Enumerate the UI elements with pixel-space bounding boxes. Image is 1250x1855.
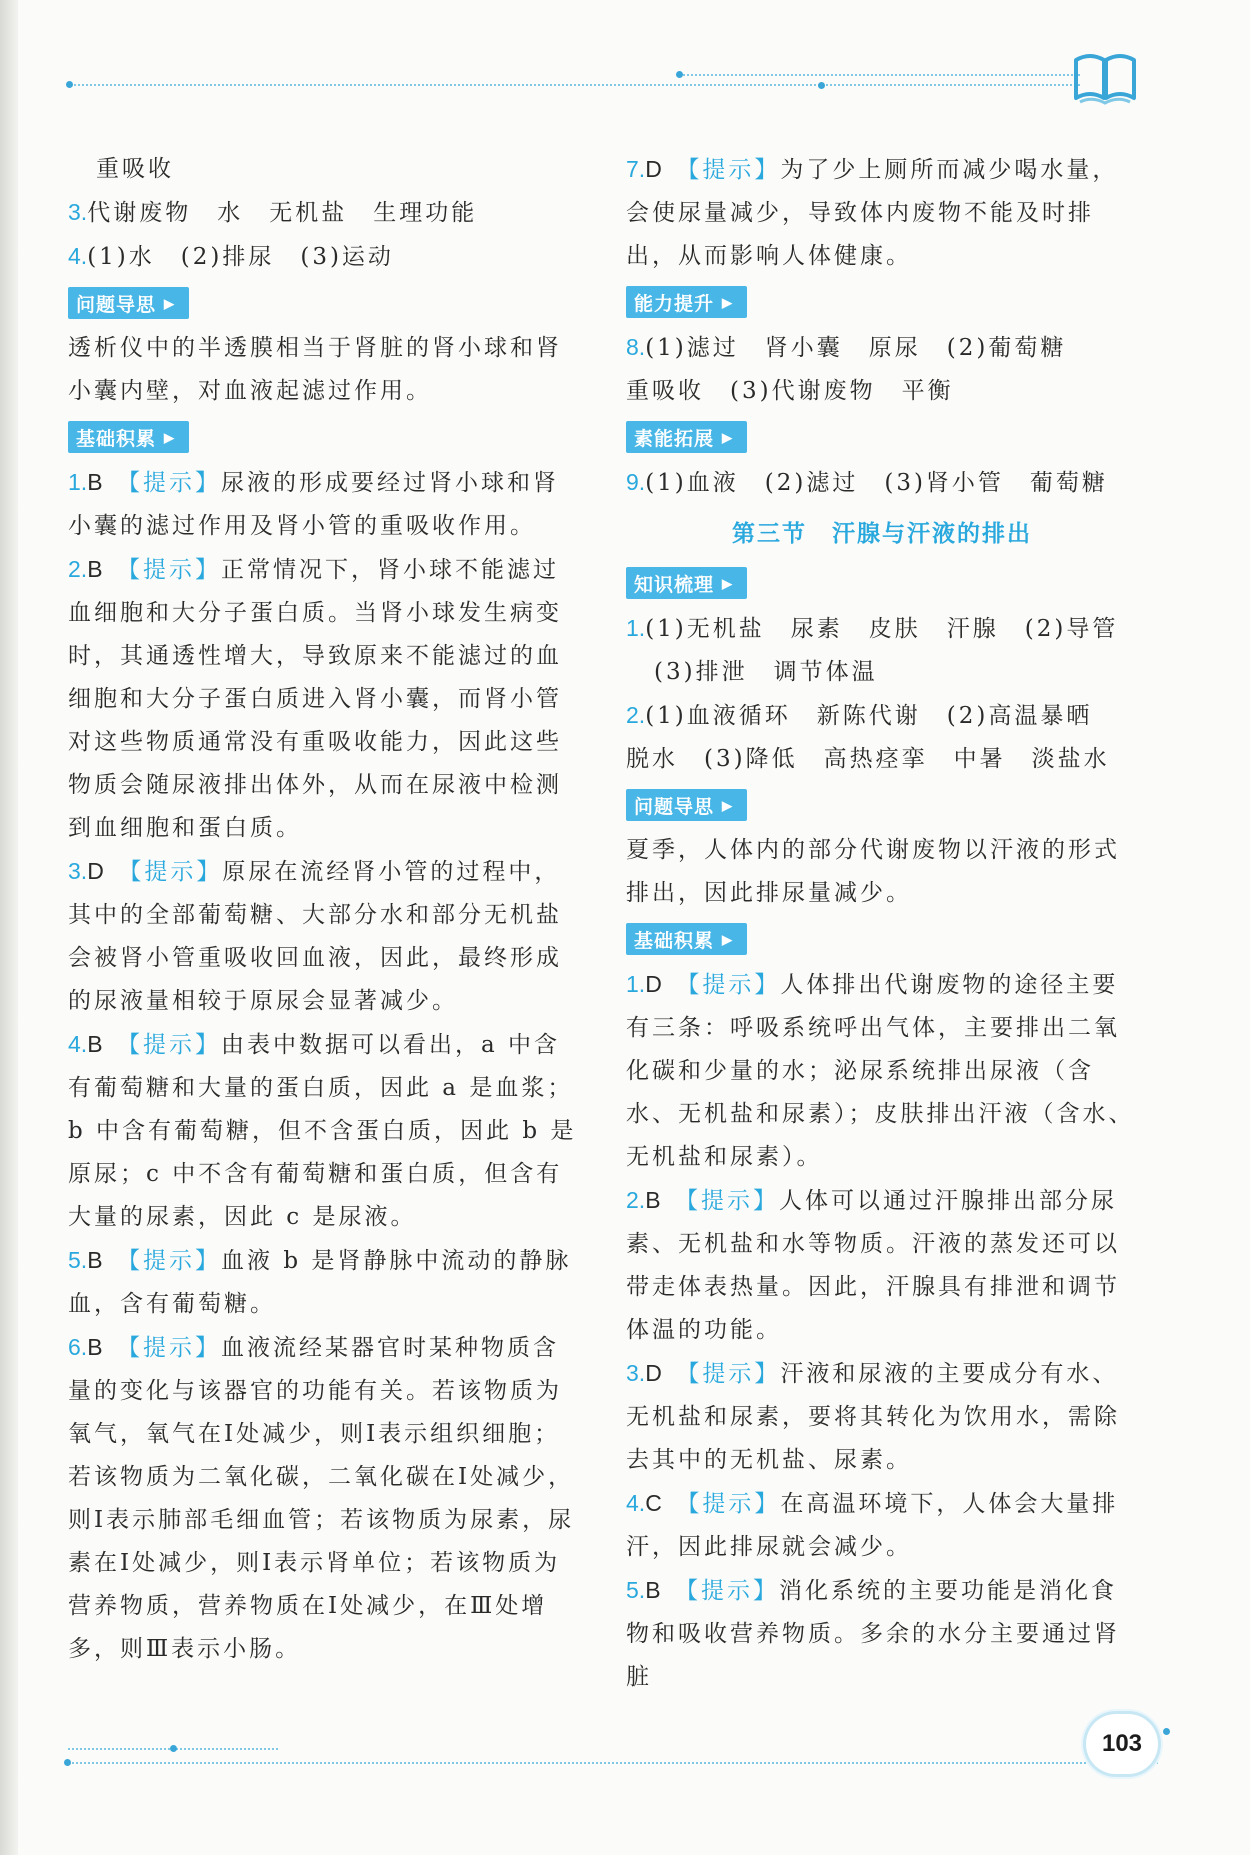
answer-item-r2	[626, 1179, 1138, 1352]
section-tag-wenti	[68, 287, 189, 319]
hint-marker: 【提示】	[128, 1335, 222, 1361]
hint-marker: 【提示】	[687, 157, 781, 183]
item-number: 3.	[68, 199, 88, 225]
knowledge-item-4	[68, 235, 578, 279]
answer-item-3	[68, 850, 578, 1023]
item-text: (1)滤过 肾小囊 原尿 (2)葡萄糖	[645, 335, 1067, 361]
section-tag-label: 素能拓展	[634, 428, 715, 450]
item-number: 3.	[68, 858, 88, 884]
answer-item-r1	[626, 963, 1138, 1179]
header-dotted-rule-upper	[680, 74, 1080, 80]
section-tag-zhishi	[626, 567, 747, 599]
play-arrow-icon: ▶	[722, 931, 734, 947]
item-number: 6.	[68, 1334, 88, 1360]
section-tag-jichu-2	[626, 923, 747, 955]
right-column	[626, 148, 1138, 1699]
item-number: 2.	[626, 702, 646, 728]
item-answer: B	[87, 556, 103, 582]
item-number: 4.	[68, 1031, 88, 1057]
item-number: 7.	[626, 156, 646, 182]
knowledge-item-2-cont: 脱水 (3)降低 高热痉挛 中暑 淡盐水	[626, 746, 1110, 772]
item-answer: B	[645, 1577, 661, 1603]
answer-item-8-cont: 重吸收 (3)代谢废物 平衡	[626, 378, 954, 404]
item-explanation: 血液流经某器官时某种物质含量的变化与该器官的功能有关。若该物质为氧气，氧气在Ⅰ处减少，则Ⅰ表示组织细胞；若该物质为二氧化碳，二氧化碳在Ⅰ处减少，则Ⅰ表示肺部毛细血管；若该物质为尿素，尿素在Ⅰ处减少，则Ⅰ表示肾单位；若该物质为营养物质，营养物质在Ⅰ处减少，在Ⅲ处增多，则Ⅲ表示小肠。	[68, 1335, 575, 1662]
hint-marker: 【提示】	[128, 470, 222, 496]
answer-item-r5	[626, 1569, 1138, 1699]
item-answer: B	[87, 469, 103, 495]
item-explanation: 血液 b 是肾静脉中流动的静脉血，含有葡萄糖。	[68, 1248, 572, 1317]
answer-item-8	[626, 326, 1138, 370]
item-text: 代谢废物 水 无机盐 生理功能	[87, 200, 478, 226]
hint-marker: 【提示】	[687, 972, 781, 998]
section-tag-label: 能力提升	[634, 293, 715, 315]
hint-marker: 【提示】	[128, 557, 222, 583]
knowledge-item-1-cont: (3)排泄 调节体温	[654, 659, 878, 685]
item-number: 5.	[68, 1247, 88, 1273]
hint-marker: 【提示】	[128, 1032, 222, 1058]
item-explanation: 由表中数据可以看出，a 中含有葡萄糖和大量的蛋白质，因此 a 是血浆；b 中含有葡萄糖，但不含蛋白质，因此 b 是原尿；c 中不含有葡萄糖和蛋白质，但含有大量的尿素，因此 c 是尿液。	[68, 1032, 577, 1230]
answer-item-4	[68, 1023, 578, 1239]
page-number: 103	[1086, 1714, 1158, 1774]
section-tag-label: 基础积累	[634, 930, 715, 952]
hint-marker: 【提示】	[686, 1578, 780, 1604]
hint-marker: 【提示】	[128, 1248, 222, 1274]
play-arrow-icon: ▶	[722, 294, 734, 310]
item-explanation: 汗液和尿液的主要成分有水、无机盐和尿素，要将其转化为饮用水，需除去其中的无机盐、尿素。	[626, 1361, 1120, 1473]
item-text: (1)血液 (2)滤过 (3)肾小管 葡萄糖	[645, 470, 1108, 496]
page-edge-shadow	[0, 0, 18, 1855]
item-text: (1)水 (2)排尿 (3)运动	[87, 244, 394, 270]
footer-dot-mid	[170, 1745, 177, 1752]
hint-marker: 【提示】	[687, 1491, 781, 1517]
item-number: 5.	[626, 1577, 646, 1603]
item-number: 4.	[626, 1490, 646, 1516]
item-number: 1.	[626, 615, 646, 641]
item-number: 2.	[626, 1187, 646, 1213]
footer-dot-left	[64, 1759, 71, 1766]
knowledge-item-1	[626, 607, 1138, 651]
item-answer: B	[645, 1187, 661, 1213]
book-icon	[1070, 46, 1140, 106]
answer-item-5	[68, 1239, 578, 1326]
item-answer: C	[645, 1490, 662, 1516]
item-number: 9.	[626, 469, 646, 495]
section-tag-suneng	[626, 421, 747, 453]
item-explanation: 为了少上厕所而减少喝水量，会使尿量减少，导致体内废物不能及时排出，从而影响人体健康。	[626, 157, 1119, 269]
section-tag-label: 问题导思	[634, 796, 715, 818]
item-text: (1)无机盐 尿素 皮肤 汗腺 (2)导管	[645, 616, 1119, 642]
play-arrow-icon: ▶	[164, 429, 176, 445]
answer-item-r3	[626, 1352, 1138, 1482]
section-tag-label: 知识梳理	[634, 574, 715, 596]
answer-item-2	[68, 548, 578, 850]
item-number: 1.	[68, 469, 88, 495]
wenti-answer: 透析仪中的半透膜相当于肾脏的肾小球和肾小囊内壁，对血液起滤过作用。	[68, 335, 562, 404]
item-number: 3.	[626, 1360, 646, 1386]
answer-item-9	[626, 461, 1138, 505]
wenti-answer-2: 夏季，人体内的部分代谢废物以汗液的形式排出，因此排尿量减少。	[626, 837, 1120, 906]
header-dotted-rule	[70, 84, 1080, 90]
item-explanation: 尿液的形成要经过肾小球和肾小囊的滤过作用及肾小管的重吸收作用。	[68, 470, 560, 539]
item-explanation: 消化系统的主要功能是消化食物和吸收营养物质。多余的水分主要通过肾脏	[626, 1578, 1120, 1690]
header-dot-right	[818, 82, 825, 89]
item-text: (1)血液循环 新陈代谢 (2)高温暴晒	[645, 703, 1093, 729]
item-explanation: 人体排出代谢废物的途径主要有三条：呼吸系统呼出气体，主要排出二氧化碳和少量的水；泌尿系统排出尿液（含水、无机盐和尿素）；皮肤排出汗液（含水、无机盐和尿素）。	[626, 972, 1135, 1170]
left-column	[68, 148, 578, 1671]
section-tag-wenti-2	[626, 789, 747, 821]
hint-marker: 【提示】	[129, 859, 223, 885]
play-arrow-icon: ▶	[164, 295, 176, 311]
header-dot-mid	[676, 71, 683, 78]
knowledge-item-2	[626, 694, 1138, 738]
knowledge-item-3	[68, 191, 578, 235]
footer-dot-right	[1163, 1728, 1170, 1735]
header-dot-left	[66, 81, 73, 88]
item-answer: D	[87, 858, 104, 884]
section-tag-label: 问题导思	[76, 294, 157, 316]
item-number: 1.	[626, 971, 646, 997]
answer-item-7	[626, 148, 1138, 278]
hint-marker: 【提示】	[686, 1188, 780, 1214]
item-explanation: 原尿在流经肾小管的过程中，其中的全部葡萄糖、大部分水和部分无机盐会被肾小管重吸收回血液，因此，最终形成的尿液量相较于原尿会显著减少。	[68, 859, 562, 1014]
answer-item-1	[68, 461, 578, 548]
item-answer: B	[87, 1334, 103, 1360]
intro-line: 重吸收	[96, 156, 174, 182]
item-answer: B	[87, 1031, 103, 1057]
item-answer: D	[645, 1360, 662, 1386]
section-tag-label: 基础积累	[76, 428, 157, 450]
section-title: 第三节 汗腺与汗液的排出	[732, 520, 1032, 546]
item-number: 8.	[626, 334, 646, 360]
item-explanation: 在高温环境下，人体会大量排汗，因此排尿就会减少。	[626, 1491, 1119, 1560]
answer-item-r4	[626, 1482, 1138, 1569]
item-answer: D	[645, 971, 662, 997]
section-tag-nengli	[626, 286, 747, 318]
item-explanation: 人体可以通过汗腺排出部分尿素、无机盐和水等物质。汗液的蒸发还可以带走体表热量。因此，汗腺具有排泄和调节体温的功能。	[626, 1188, 1120, 1343]
play-arrow-icon: ▶	[722, 429, 734, 445]
section-tag-jichu	[68, 421, 189, 453]
footer-dotted-rule	[68, 1762, 1158, 1767]
answer-item-6	[68, 1326, 578, 1671]
hint-marker: 【提示】	[687, 1361, 781, 1387]
item-answer: D	[645, 156, 662, 182]
item-number: 4.	[68, 243, 88, 269]
item-answer: B	[87, 1247, 103, 1273]
play-arrow-icon: ▶	[722, 797, 734, 813]
play-arrow-icon: ▶	[722, 575, 734, 591]
item-number: 2.	[68, 556, 88, 582]
item-explanation: 正常情况下，肾小球不能滤过血细胞和大分子蛋白质。当肾小球发生病变时，其通透性增大，导致原来不能滤过的血细胞和大分子蛋白质进入肾小囊，而肾小管对这些物质通常没有重吸收能力，因此这些物质会随尿液排出体外，从而在尿液中检测到血细胞和蛋白质。	[68, 557, 562, 841]
